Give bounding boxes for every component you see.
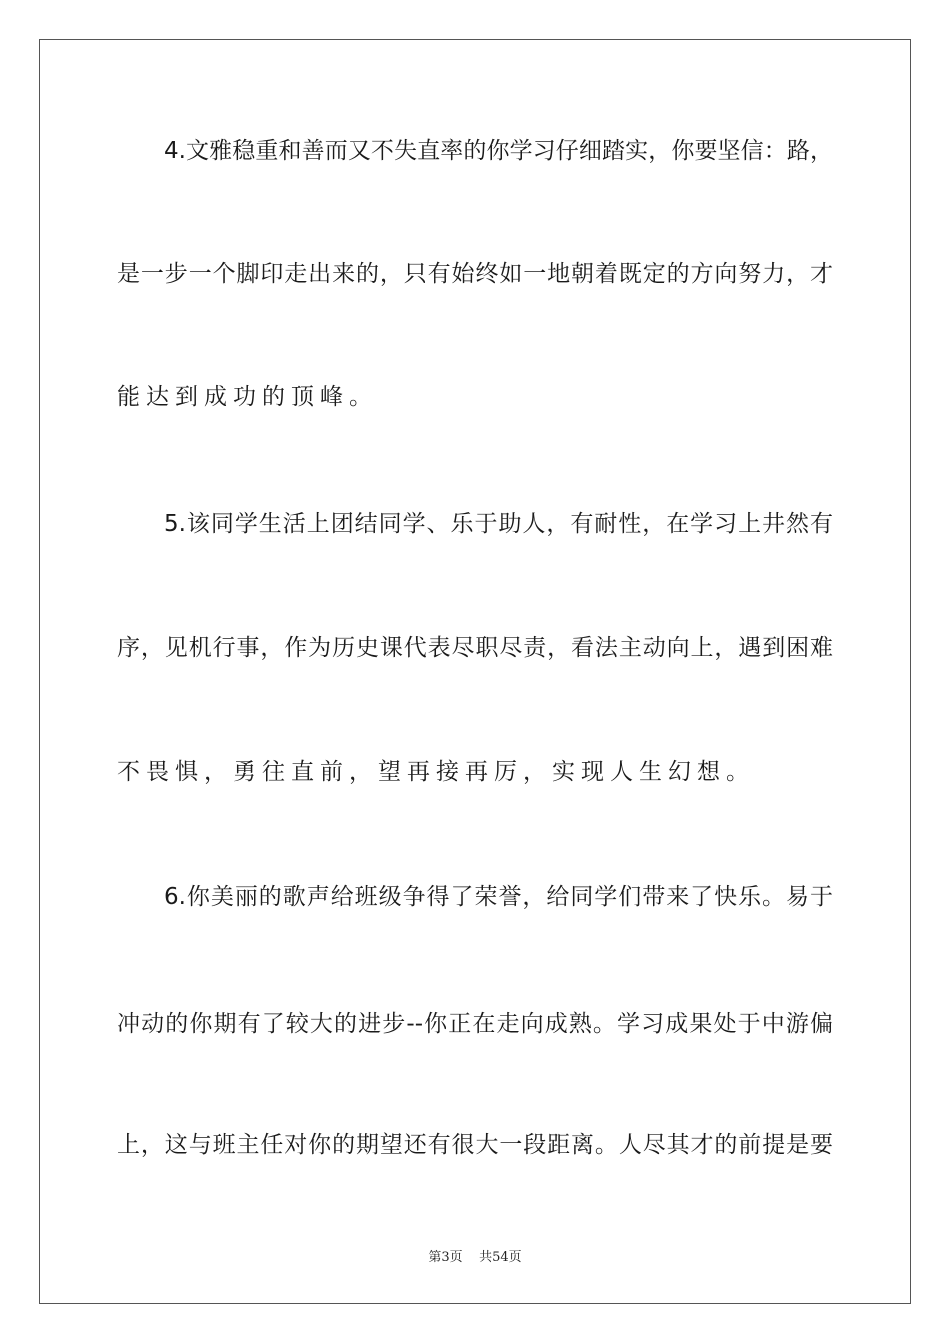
paragraph-5-line-3: 不畏惧，勇往直前，望再接再厉，实现人生幻想。 — [117, 759, 755, 785]
paragraph-6-line-1: 6.你美丽的歌声给班级争得了荣誉，给同学们带来了快乐。易于 — [164, 884, 833, 910]
page-footer — [0, 1246, 950, 1265]
paragraph-4-line-3: 能达到成功的顶峰。 — [117, 384, 378, 410]
page-number: 第3页 — [428, 1250, 463, 1265]
paragraph-5-line-1: 5.该同学生活上团结同学、乐于助人，有耐性，在学习上井然有 — [164, 511, 833, 537]
page-border — [39, 39, 911, 1304]
paragraph-5-line-2: 序，见机行事，作为历史课代表尽职尽责，看法主动向上，遇到困难 — [117, 635, 833, 661]
paragraph-4-line-1: 4.文雅稳重和善而又不失直率的你学习仔细踏实，你要坚信：路， — [164, 138, 833, 164]
paragraph-6-line-3: 上，这与班主任对你的期望还有很大一段距离。人尽其才的前提是要 — [117, 1132, 833, 1158]
paragraph-6-line-2: 冲动的你期有了较大的进步--你正在走向成熟。学习成果处于中游偏 — [117, 1011, 833, 1037]
page-total: 共54页 — [479, 1250, 522, 1265]
paragraph-4-line-2: 是一步一个脚印走出来的，只有始终如一地朝着既定的方向努力，才 — [117, 261, 833, 287]
